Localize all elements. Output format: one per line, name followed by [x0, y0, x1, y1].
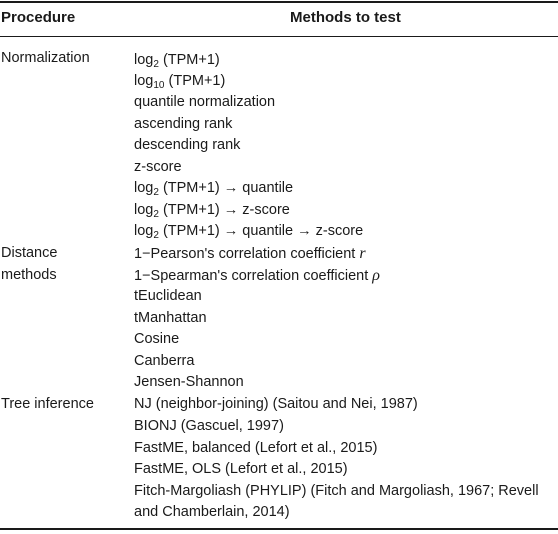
header-rule — [0, 36, 558, 37]
method-item: and Chamberlain, 2014) — [134, 504, 290, 520]
procedure-normalization: Normalization — [1, 50, 90, 66]
method-item: $\log_2 (TPM+1)$ → z-score — [134, 202, 290, 220]
method-item: FastME, OLS (Lefort et al., 2015) — [134, 461, 348, 477]
method-item: $\log_2 (TPM+1)$ — [134, 52, 220, 70]
method-item: FastME, balanced (Lefort et al., 2015) — [134, 440, 378, 456]
method-item: tManhattan — [134, 310, 207, 326]
procedure-tree-inference: Tree inference — [1, 396, 94, 412]
method-item: Canberra — [134, 353, 195, 369]
method-item: z-score — [134, 159, 182, 175]
method-item: ascending rank — [134, 116, 233, 132]
header-procedure: Procedure — [1, 9, 76, 26]
procedure-distance-line2: methods — [1, 267, 57, 283]
method-item: BIONJ (Gascuel, 1997) — [134, 418, 284, 434]
method-item: quantile normalization — [134, 94, 276, 110]
top-rule — [0, 1, 558, 3]
method-item: NJ (neighbor-joining) (Saitou and Nei, 1987) — [134, 396, 418, 412]
procedure-distance-line1: Distance — [1, 245, 58, 261]
method-item: $\log_2 (TPM+1)$ → quantile — [134, 180, 294, 198]
header-methods: Methods to test — [290, 9, 401, 26]
method-item: Jensen-Shannon — [134, 374, 244, 390]
method-item: $\log_{10} (TPM+1)$ — [134, 73, 226, 91]
method-item: 1−Pearson's correlation coefficient r — [134, 245, 366, 262]
method-item: Cosine — [134, 331, 180, 347]
method-item: Fitch-Margoliash (PHYLIP) (Fitch and Margoliash, 1967; Revell — [134, 483, 539, 499]
bottom-rule — [0, 528, 558, 530]
method-item: $\log_2 (TPM+1)$ → quantile → z-score — [134, 223, 364, 241]
method-item: descending rank — [134, 137, 241, 153]
method-item: 1−Spearman's correlation coefficient ρ — [134, 267, 380, 284]
method-item: tEuclidean — [134, 288, 202, 304]
